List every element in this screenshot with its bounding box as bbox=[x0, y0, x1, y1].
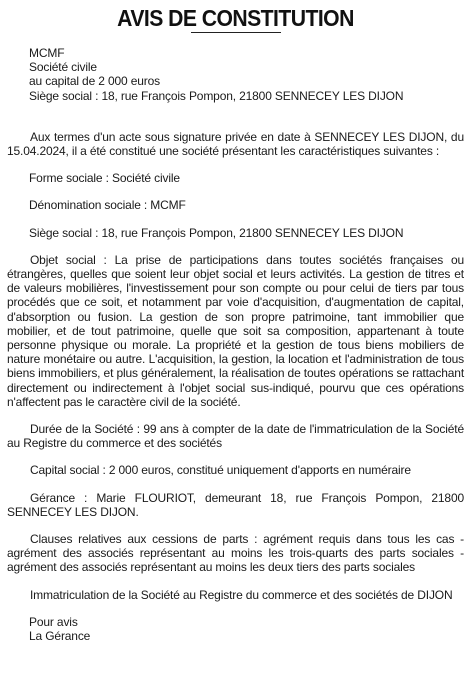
gerance: Gérance : Marie FLOURIOT, demeurant 18, rue François Pompon, 21800 SENNECEY LES DIJON. bbox=[7, 490, 464, 519]
closing-signatory: La Gérance bbox=[29, 629, 91, 644]
objet-social: Objet social : La prise de participations dans toutes sociétés françaises ou étrangères, quelles que soient leur objet social et leurs activités. La gestion de titres et de valeurs mobilières, l'investissement pour son compte ou pour celui de tiers par tous procédés que ce soit, et notamment par voie d'acquisition, d'augmentation de capital, d'absorption ou fusion. La gestion de son propre patrimoine, tant immobilier que mobilier, et de tout patrimoine, quelle que soit sa composition, appartenant à toute personne physique ou morale. La propriété et la gestion de tous biens mobiliers de nature monétaire ou autre. L'acquisition, la gestion, la location et l'administration de tous biens immobiliers, et plus généralement, la réalisation de toutes opérations se rattachant directement ou indirectement à l'objet social sus-indiqué, pourvu que ces opérations n'affectent pas le caractère civil de la société. bbox=[7, 252, 464, 409]
denomination-sociale: Dénomination sociale : MCMF bbox=[29, 198, 186, 213]
immatriculation: Immatriculation de la Société au Registre du commerce et des sociétés de DIJON bbox=[30, 587, 453, 602]
closing bbox=[7, 615, 464, 643]
company-name: MCMF bbox=[29, 46, 65, 60]
duree-societe: Durée de la Société : 99 ans à compter de la date de l'immatriculation de la Société au Registre du commerce et des sociétés bbox=[7, 422, 464, 451]
clauses-cessions: Clauses relatives aux cessions de parts : agrément requis dans tous les cas - agrément des associés représentant au moins les trois-quarts des parts sociales - agrément des associés représentant au moins les deux tiers des parts sociales bbox=[7, 532, 464, 575]
company-header bbox=[7, 46, 464, 103]
company-seat: Siège social : 18, rue François Pompon, 21800 SENNECEY LES DIJON bbox=[29, 88, 404, 103]
notice-title: AVIS DE CONSTITUTION bbox=[117, 5, 354, 31]
company-form: Société civile bbox=[29, 60, 97, 75]
company-capital: au capital de 2 000 euros bbox=[29, 74, 161, 89]
forme-sociale: Forme sociale : Société civile bbox=[29, 171, 180, 186]
closing-pour-avis: Pour avis bbox=[29, 614, 78, 629]
capital-social: Capital social : 2 000 euros, constitué uniquement d'apports en numéraire bbox=[30, 463, 411, 478]
intro-paragraph: Aux termes d'un acte sous signature privée en date à SENNECEY LES DIJON, du 15.04.2024, il a été constitué une société présentant les caractéristiques suivantes : bbox=[7, 129, 464, 159]
siege-social: Siège social : 18, rue François Pompon, 21800 SENNECEY LES DIJON bbox=[29, 225, 404, 240]
